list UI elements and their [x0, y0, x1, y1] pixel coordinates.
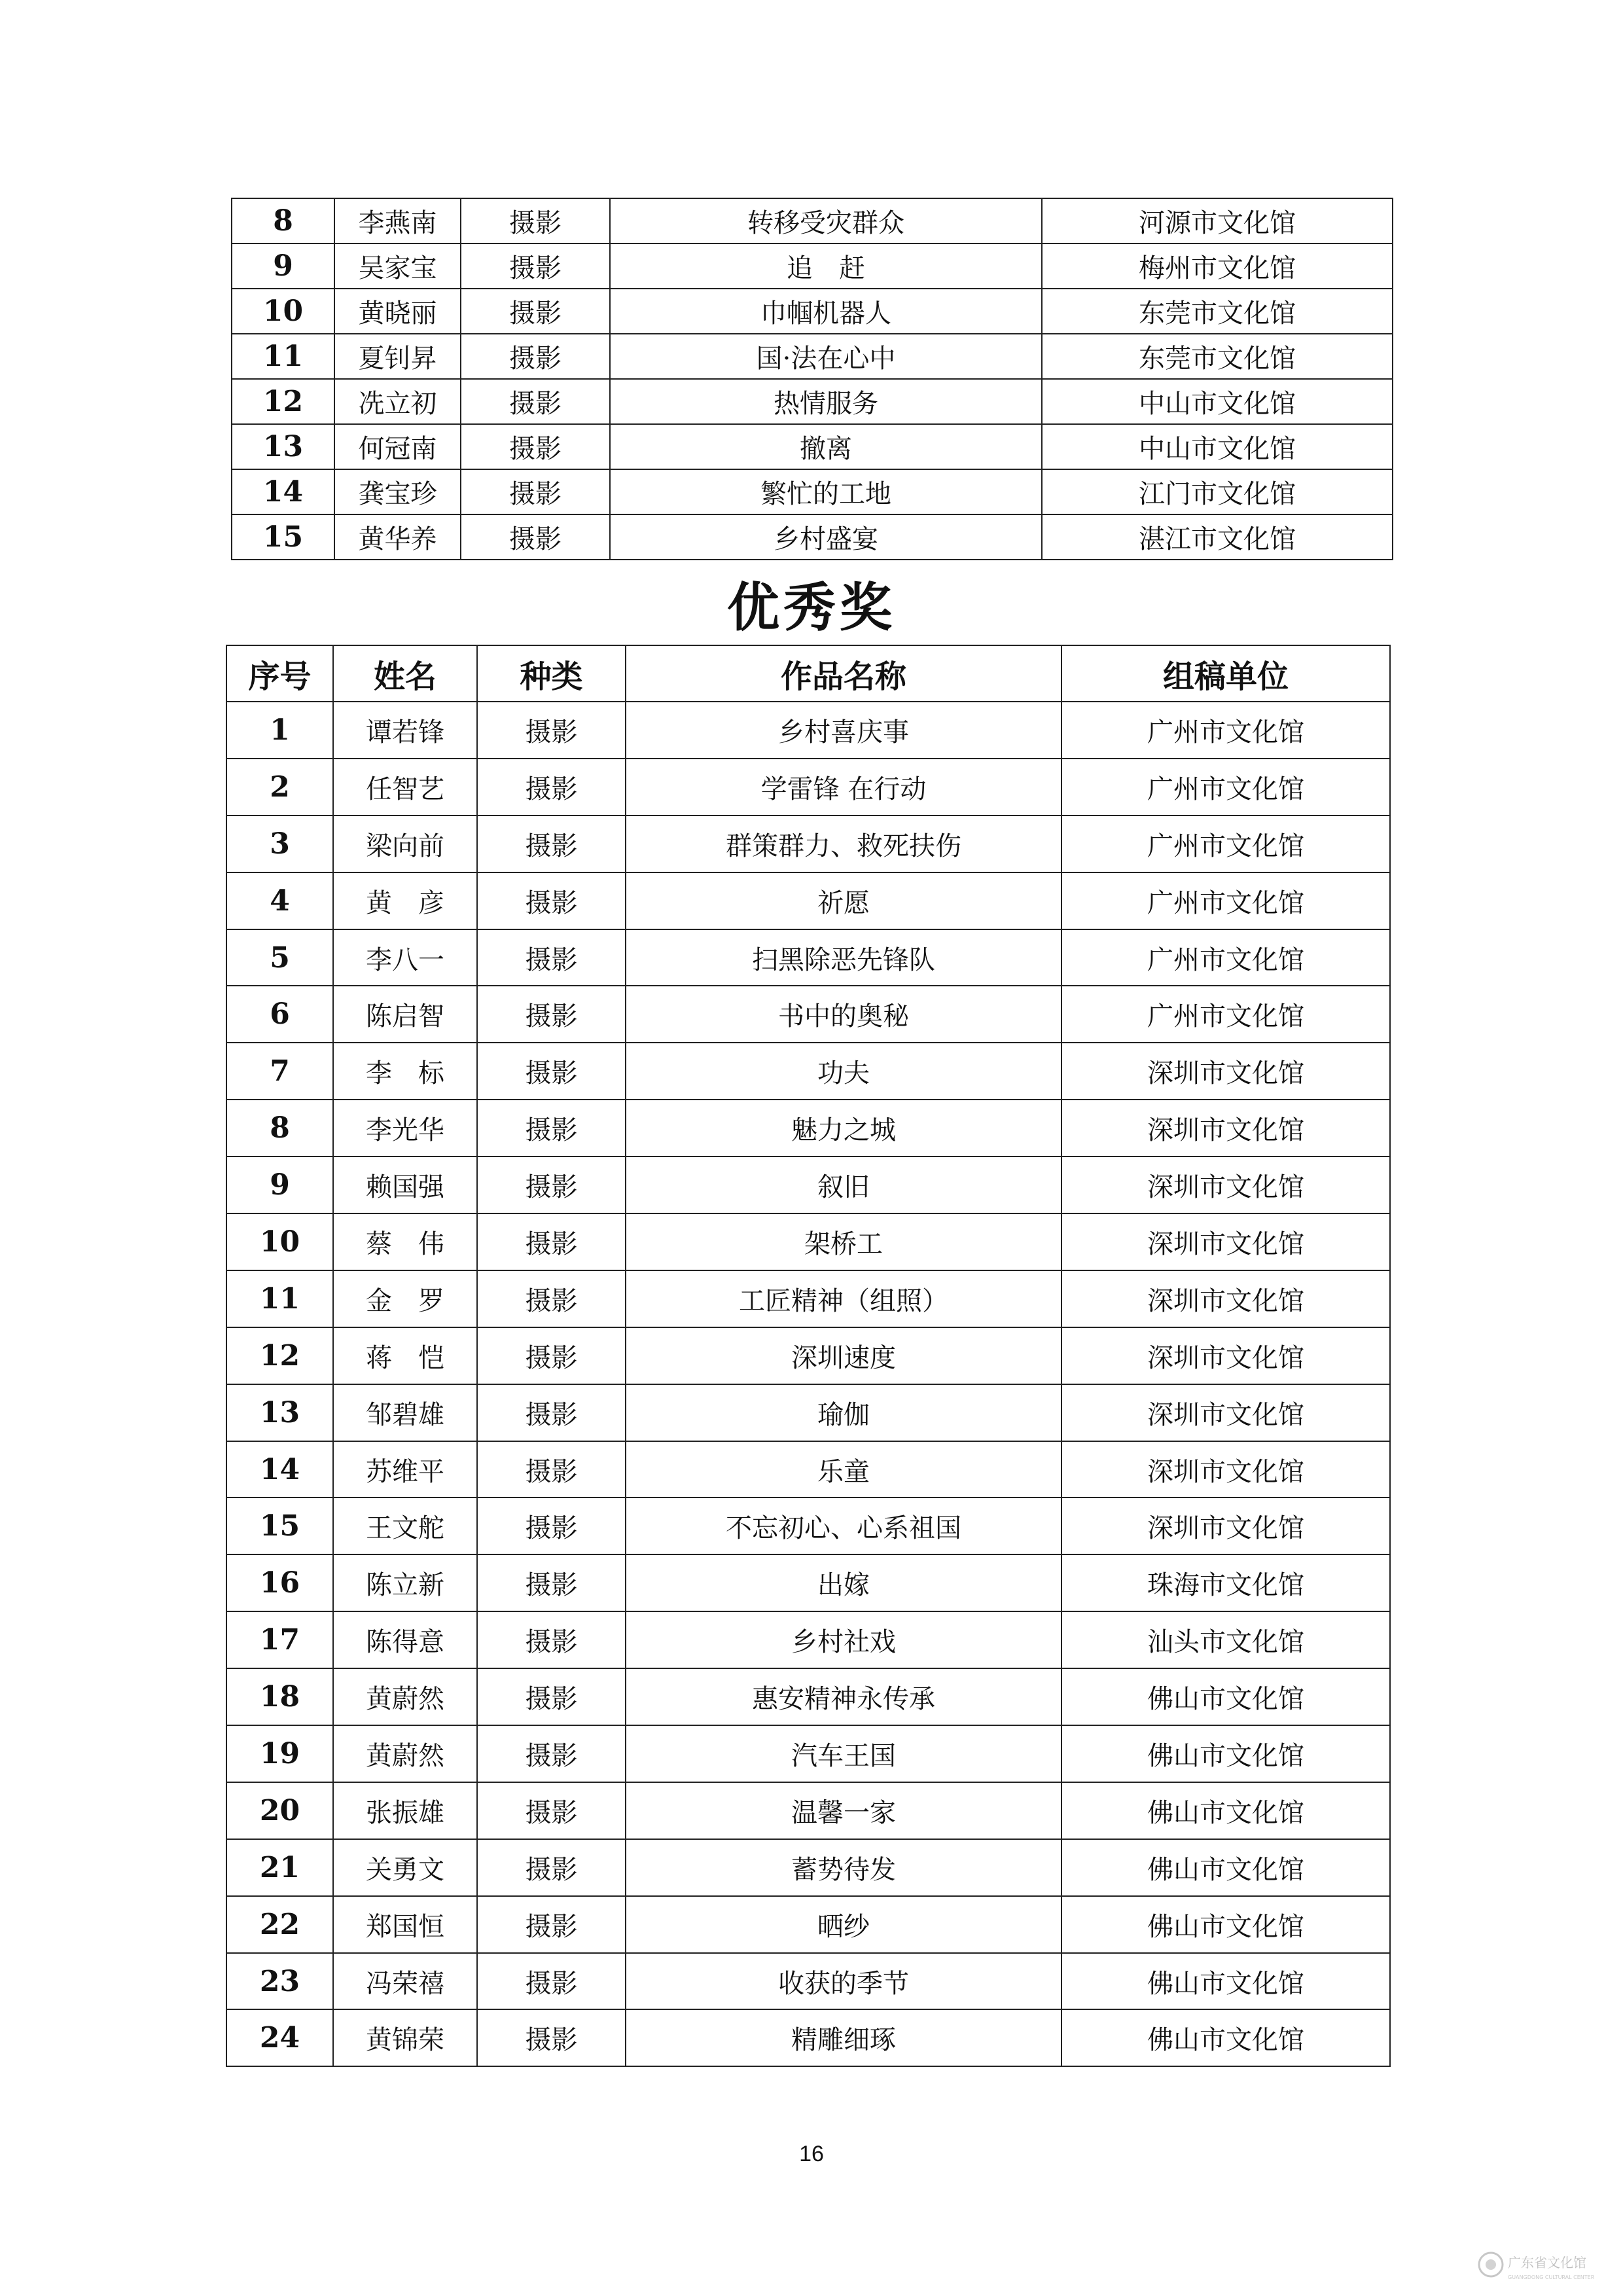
cell-title: 惠安精神永传承: [626, 1668, 1061, 1725]
cell-no: 18: [226, 1668, 333, 1725]
cell-org: 东莞市文化馆: [1042, 289, 1393, 334]
table-row: [232, 469, 1393, 514]
cell-no: 13: [232, 424, 334, 469]
cell-org: 广州市文化馆: [1061, 702, 1390, 759]
watermark-text: 广东省文化馆: [1508, 2255, 1586, 2270]
cell-category: 摄影: [477, 1896, 626, 1953]
cell-category: 摄影: [461, 243, 610, 289]
cell-category: 摄影: [461, 514, 610, 560]
cell-name: 冼立初: [334, 379, 461, 424]
table-row: [226, 1498, 1390, 1554]
cell-no: 24: [226, 2009, 333, 2066]
cell-no: 15: [226, 1498, 333, 1554]
cell-name: 李 标: [333, 1043, 477, 1100]
cell-no: 4: [226, 872, 333, 929]
cell-title: 乡村社戏: [626, 1611, 1061, 1668]
cell-name: 张振雄: [333, 1782, 477, 1839]
cell-category: 摄影: [461, 379, 610, 424]
cell-category: 摄影: [477, 1668, 626, 1725]
cell-org: 深圳市文化馆: [1061, 1384, 1390, 1441]
cell-org: 梅州市文化馆: [1042, 243, 1393, 289]
cell-org: 湛江市文化馆: [1042, 514, 1393, 560]
cell-org: 广州市文化馆: [1061, 986, 1390, 1043]
cell-org: 深圳市文化馆: [1061, 1327, 1390, 1384]
cell-category: 摄影: [477, 1554, 626, 1611]
table-row: [226, 1213, 1390, 1270]
table-row: [226, 2009, 1390, 2066]
cell-title: 不忘初心、心系祖国: [626, 1498, 1061, 1554]
cell-org: 广州市文化馆: [1061, 759, 1390, 816]
table-row: [232, 243, 1393, 289]
cell-no: 1: [226, 702, 333, 759]
cell-org: 中山市文化馆: [1042, 379, 1393, 424]
cell-name: 陈立新: [333, 1554, 477, 1611]
cell-name: 陈得意: [333, 1611, 477, 1668]
cell-title: 扫黑除恶先锋队: [626, 929, 1061, 986]
cell-name: 任智艺: [333, 759, 477, 816]
table-header-row: [226, 645, 1390, 702]
table-row: [226, 1611, 1390, 1668]
cell-no: 21: [226, 1839, 333, 1896]
cell-title: 架桥工: [626, 1213, 1061, 1270]
cell-title: 叙旧: [626, 1157, 1061, 1213]
cell-name: 苏维平: [333, 1441, 477, 1498]
table-row: [232, 424, 1393, 469]
header-org: 组稿单位: [1061, 645, 1390, 702]
cell-category: 摄影: [477, 1953, 626, 2010]
cell-org: 东莞市文化馆: [1042, 334, 1393, 379]
cell-category: 摄影: [461, 198, 610, 243]
cell-org: 深圳市文化馆: [1061, 1213, 1390, 1270]
header-no: 序号: [226, 645, 333, 702]
watermark-subtext: GUANGDONG CULTURAL CENTER: [1508, 2274, 1595, 2280]
header-name: 姓名: [333, 645, 477, 702]
cell-no: 11: [226, 1270, 333, 1327]
cell-no: 2: [226, 759, 333, 816]
table-row: [226, 1839, 1390, 1896]
cell-name: 关勇文: [333, 1839, 477, 1896]
cell-org: 中山市文化馆: [1042, 424, 1393, 469]
watermark-logo: [1476, 2245, 1607, 2284]
cell-title: 汽车王国: [626, 1725, 1061, 1782]
cell-org: 佛山市文化馆: [1061, 2009, 1390, 2066]
cell-category: 摄影: [477, 1782, 626, 1839]
table-row: [232, 379, 1393, 424]
cell-category: 摄影: [477, 872, 626, 929]
cell-org: 汕头市文化馆: [1061, 1611, 1390, 1668]
table-row: [232, 289, 1393, 334]
table-row: [226, 1725, 1390, 1782]
cell-title: 精雕细琢: [626, 2009, 1061, 2066]
cell-no: 16: [226, 1554, 333, 1611]
table-row: [226, 759, 1390, 816]
cell-title: 乐童: [626, 1441, 1061, 1498]
cell-title: 祈愿: [626, 872, 1061, 929]
cell-no: 8: [232, 198, 334, 243]
table-row: [226, 1668, 1390, 1725]
cell-category: 摄影: [477, 1213, 626, 1270]
cell-name: 李燕南: [334, 198, 461, 243]
cell-title: 深圳速度: [626, 1327, 1061, 1384]
cell-name: 谭若锋: [333, 702, 477, 759]
table-row: [226, 1554, 1390, 1611]
cell-org: 深圳市文化馆: [1061, 1100, 1390, 1157]
cell-org: 深圳市文化馆: [1061, 1441, 1390, 1498]
cell-org: 河源市文化馆: [1042, 198, 1393, 243]
cell-title: 乡村盛宴: [610, 514, 1042, 560]
cell-category: 摄影: [477, 1839, 626, 1896]
cell-title: 温馨一家: [626, 1782, 1061, 1839]
cell-name: 龚宝珍: [334, 469, 461, 514]
cell-no: 7: [226, 1043, 333, 1100]
cell-no: 9: [232, 243, 334, 289]
table-row: [226, 1384, 1390, 1441]
cell-category: 摄影: [477, 1157, 626, 1213]
cell-no: 20: [226, 1782, 333, 1839]
cell-name: 黄锦荣: [333, 2009, 477, 2066]
cell-no: 6: [226, 986, 333, 1043]
cell-category: 摄影: [477, 1725, 626, 1782]
cell-no: 12: [226, 1327, 333, 1384]
cell-name: 冯荣禧: [333, 1953, 477, 2010]
cell-title: 巾帼机器人: [610, 289, 1042, 334]
cell-name: 李光华: [333, 1100, 477, 1157]
cell-title: 学雷锋 在行动: [626, 759, 1061, 816]
excellence-award-table-body: [226, 702, 1390, 2066]
table-row: [226, 1782, 1390, 1839]
table-row: [232, 198, 1393, 243]
cell-name: 梁向前: [333, 816, 477, 872]
cell-name: 蒋 恺: [333, 1327, 477, 1384]
header-title: 作品名称: [626, 645, 1061, 702]
cell-no: 13: [226, 1384, 333, 1441]
cell-title: 晒纱: [626, 1896, 1061, 1953]
cell-name: 王文舵: [333, 1498, 477, 1554]
cell-no: 14: [232, 469, 334, 514]
table-row: [226, 1953, 1390, 2010]
table-row: [226, 702, 1390, 759]
cell-category: 摄影: [477, 1384, 626, 1441]
cell-org: 深圳市文化馆: [1061, 1157, 1390, 1213]
cell-category: 摄影: [477, 1327, 626, 1384]
table-row: [226, 1270, 1390, 1327]
cell-title: 工匠精神（组照）: [626, 1270, 1061, 1327]
cell-org: 深圳市文化馆: [1061, 1043, 1390, 1100]
cell-category: 摄影: [461, 469, 610, 514]
cell-no: 11: [232, 334, 334, 379]
table-row: [232, 334, 1393, 379]
cell-title: 收获的季节: [626, 1953, 1061, 2010]
table-row: [226, 986, 1390, 1043]
cell-name: 李八一: [333, 929, 477, 986]
table-row: [226, 1157, 1390, 1213]
cell-no: 8: [226, 1100, 333, 1157]
cell-no: 15: [232, 514, 334, 560]
cell-category: 摄影: [477, 702, 626, 759]
cell-org: 佛山市文化馆: [1061, 1953, 1390, 2010]
cell-name: 蔡 伟: [333, 1213, 477, 1270]
award-table-continued-body: [232, 198, 1393, 560]
cell-title: 乡村喜庆事: [626, 702, 1061, 759]
cell-org: 佛山市文化馆: [1061, 1782, 1390, 1839]
cell-title: 繁忙的工地: [610, 469, 1042, 514]
table-row: [226, 1043, 1390, 1100]
page-number: 16: [799, 2142, 824, 2166]
cell-category: 摄影: [461, 424, 610, 469]
excellence-award-table: [226, 645, 1391, 2067]
cell-title: 出嫁: [626, 1554, 1061, 1611]
cell-no: 9: [226, 1157, 333, 1213]
table-row: [226, 1327, 1390, 1384]
cell-no: 12: [232, 379, 334, 424]
cell-org: 江门市文化馆: [1042, 469, 1393, 514]
cell-name: 黄晓丽: [334, 289, 461, 334]
cell-title: 功夫: [626, 1043, 1061, 1100]
cell-name: 金 罗: [333, 1270, 477, 1327]
cell-name: 吴家宝: [334, 243, 461, 289]
cell-category: 摄影: [477, 759, 626, 816]
cell-org: 深圳市文化馆: [1061, 1498, 1390, 1554]
cell-no: 5: [226, 929, 333, 986]
cell-category: 摄影: [477, 1611, 626, 1668]
cell-category: 摄影: [477, 1441, 626, 1498]
cell-name: 郑国恒: [333, 1896, 477, 1953]
cell-name: 邹碧雄: [333, 1384, 477, 1441]
cell-org: 广州市文化馆: [1061, 872, 1390, 929]
cell-title: 撤离: [610, 424, 1042, 469]
cell-no: 19: [226, 1725, 333, 1782]
cell-name: 夏钊昇: [334, 334, 461, 379]
cell-org: 广州市文化馆: [1061, 929, 1390, 986]
cell-no: 10: [232, 289, 334, 334]
table-row: [226, 872, 1390, 929]
cell-title: 瑜伽: [626, 1384, 1061, 1441]
cell-title: 魅力之城: [626, 1100, 1061, 1157]
cell-org: 佛山市文化馆: [1061, 1668, 1390, 1725]
cell-name: 黄华养: [334, 514, 461, 560]
cell-name: 黄蔚然: [333, 1725, 477, 1782]
cell-category: 摄影: [477, 986, 626, 1043]
award-table-continued: [231, 198, 1393, 560]
table-row: [232, 514, 1393, 560]
cell-no: 23: [226, 1953, 333, 2010]
cell-org: 佛山市文化馆: [1061, 1896, 1390, 1953]
table-row: [226, 929, 1390, 986]
cell-org: 佛山市文化馆: [1061, 1725, 1390, 1782]
cell-name: 赖国强: [333, 1157, 477, 1213]
table-row: [226, 816, 1390, 872]
cell-title: 热情服务: [610, 379, 1042, 424]
table-row: [226, 1441, 1390, 1498]
section-title: 优秀奖: [727, 577, 896, 638]
cell-no: 22: [226, 1896, 333, 1953]
cell-org: 深圳市文化馆: [1061, 1270, 1390, 1327]
cell-org: 广州市文化馆: [1061, 816, 1390, 872]
cell-no: 3: [226, 816, 333, 872]
cell-category: 摄影: [461, 334, 610, 379]
cell-name: 黄蔚然: [333, 1668, 477, 1725]
cell-category: 摄影: [477, 929, 626, 986]
cell-no: 17: [226, 1611, 333, 1668]
cell-no: 10: [226, 1213, 333, 1270]
cell-category: 摄影: [477, 1498, 626, 1554]
cell-category: 摄影: [477, 1100, 626, 1157]
cell-name: 黄 彦: [333, 872, 477, 929]
cell-title: 追 赶: [610, 243, 1042, 289]
cell-category: 摄影: [477, 1043, 626, 1100]
cell-org: 珠海市文化馆: [1061, 1554, 1390, 1611]
table-row: [226, 1896, 1390, 1953]
cell-title: 群策群力、救死扶伤: [626, 816, 1061, 872]
cell-category: 摄影: [477, 816, 626, 872]
cell-title: 转移受灾群众: [610, 198, 1042, 243]
cell-category: 摄影: [461, 289, 610, 334]
cell-org: 佛山市文化馆: [1061, 1839, 1390, 1896]
cell-name: 陈启智: [333, 986, 477, 1043]
cell-category: 摄影: [477, 2009, 626, 2066]
cell-title: 蓄势待发: [626, 1839, 1061, 1896]
cell-category: 摄影: [477, 1270, 626, 1327]
cell-name: 何冠南: [334, 424, 461, 469]
header-category: 种类: [477, 645, 626, 702]
table-row: [226, 1100, 1390, 1157]
cell-no: 14: [226, 1441, 333, 1498]
cell-title: 书中的奥秘: [626, 986, 1061, 1043]
cell-title: 国·法在心中: [610, 334, 1042, 379]
